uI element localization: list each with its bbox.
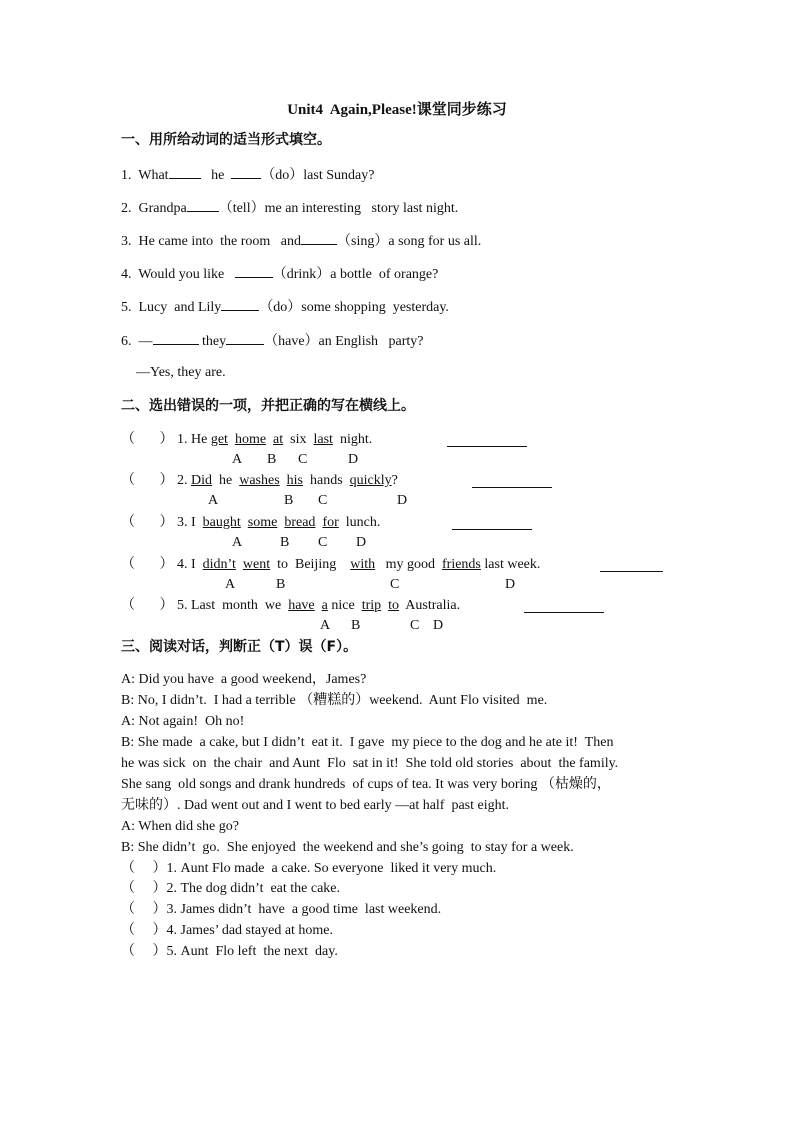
error-item-2	[121, 472, 398, 490]
option-letter: C	[318, 493, 328, 508]
answer-blank[interactable]	[301, 231, 337, 245]
option-letter: D	[433, 618, 444, 633]
dialogue-line: B: She didn’t go. She enjoyed the weekend and she’s going to stay for a week.	[121, 840, 574, 855]
option-letter: A	[232, 452, 243, 467]
tf-statement[interactable]: （ ）5. Aunt Flo left the next day.	[121, 944, 338, 959]
correction-line[interactable]	[452, 528, 532, 530]
fill-item-2: 2. Grandpa （tell）me an interesting story last night.	[121, 198, 458, 218]
fill-item-3: 3. He came into the room and （sing）a song for us all.	[121, 231, 481, 251]
sentence-text	[241, 515, 248, 530]
error-item-3	[121, 514, 380, 532]
item-number: 1.	[173, 432, 191, 447]
correction-line[interactable]	[600, 570, 663, 572]
option-letter: B	[267, 452, 277, 467]
tf-statement[interactable]: （ ）3. James didn’t have a good time last weekend.	[121, 902, 442, 917]
option-letter: B	[351, 618, 361, 633]
section3-heading: 三、阅读对话，判断正（T）误（F）。	[121, 639, 358, 655]
option-letter: C	[390, 577, 400, 592]
underlined-option: last	[313, 432, 333, 447]
error-item-4	[121, 556, 540, 574]
sentence-text: night.	[332, 432, 373, 447]
option-letter: B	[284, 493, 294, 508]
underlined-option: have	[288, 598, 315, 613]
dialogue-line: B: No, I didn’t. I had a terrible （糟糕的）weekend. Aunt Flo visited me.	[121, 693, 548, 708]
option-letter: A	[232, 535, 243, 550]
fill-item-4: 4. Would you like （drink）a bottle of orange?	[121, 264, 438, 284]
error-item-1	[121, 431, 372, 449]
answer-blank[interactable]	[226, 331, 264, 345]
reply-line: —Yes, they are.	[136, 365, 226, 380]
underlined-option: to	[388, 598, 400, 613]
option-letter: C	[298, 452, 308, 467]
dialogue-line: he was sick on the chair and Aunt Flo sat in it! She told old stories about the family.	[121, 756, 619, 771]
correction-line[interactable]	[472, 486, 552, 488]
sentence-text	[266, 432, 273, 447]
option-letter: A	[225, 577, 236, 592]
dialogue-line: She sang old songs and drank hundreds of cups of tea. It was very boring （枯燥的，	[121, 777, 611, 792]
answer-bracket[interactable]: （ ）	[121, 432, 174, 447]
option-letter: B	[280, 535, 290, 550]
answer-blank[interactable]	[153, 331, 199, 345]
underlined-option: went	[242, 557, 271, 572]
correction-line[interactable]	[524, 611, 604, 613]
answer-blank[interactable]	[231, 165, 261, 179]
option-letter: D	[356, 535, 367, 550]
sentence-text: hands	[303, 473, 350, 488]
sentence-text	[280, 473, 287, 488]
answer-bracket[interactable]: （ ）	[121, 515, 174, 530]
underlined-option: for	[322, 515, 339, 530]
answer-blank[interactable]	[187, 198, 219, 212]
option-letter: D	[348, 452, 359, 467]
answer-bracket[interactable]: （ ）	[121, 473, 174, 488]
sentence-text: I	[191, 557, 203, 572]
sentence-text: Australia.	[399, 598, 461, 613]
underlined-option: some	[247, 515, 278, 530]
item-number: 2.	[173, 473, 191, 488]
sentence-text: ?	[391, 473, 398, 488]
option-letter: D	[505, 577, 516, 592]
underlined-option: Did	[191, 473, 212, 488]
section1-heading: 一、用所给动词的适当形式填空。	[121, 132, 331, 148]
page-title: Unit4 Again,Please!课堂同步练习	[287, 102, 507, 118]
error-item-5	[121, 597, 460, 615]
underlined-option: bread	[284, 515, 316, 530]
underlined-option: his	[286, 473, 303, 488]
answer-blank[interactable]	[235, 264, 273, 278]
dialogue-line: A: Did you have a good weekend，James?	[121, 672, 367, 687]
underlined-option: home	[234, 432, 267, 447]
sentence-text: last week.	[480, 557, 541, 572]
sentence-text: I	[191, 515, 203, 530]
correction-line[interactable]	[447, 445, 527, 447]
underlined-option: trip	[361, 598, 382, 613]
sentence-text	[228, 432, 235, 447]
fill-item-5: 5. Lucy and Lily （do）some shopping yesterday.	[121, 297, 449, 317]
dialogue-line: 无味的）. Dad went out and I went to bed early —at half past eight.	[121, 798, 510, 813]
sentence-text	[236, 557, 243, 572]
answer-blank[interactable]	[169, 165, 201, 179]
answer-bracket[interactable]: （ ）	[121, 557, 174, 572]
underlined-option: with	[350, 557, 376, 572]
sentence-text: lunch.	[338, 515, 381, 530]
tf-statement[interactable]: （ ）1. Aunt Flo made a cake. So everyone liked it very much.	[121, 861, 497, 876]
option-letter: A	[208, 493, 219, 508]
item-number: 5.	[173, 598, 191, 613]
sentence-text: nice	[327, 598, 362, 613]
answer-bracket[interactable]: （ ）	[121, 598, 174, 613]
underlined-option: get	[210, 432, 228, 447]
dialogue-line: B: She made a cake, but I didn’t eat it. I gave my piece to the dog and he ate it! Then	[121, 735, 614, 750]
option-letter: B	[276, 577, 286, 592]
underlined-option: quickly	[349, 473, 392, 488]
tf-statement[interactable]: （ ）2. The dog didn’t eat the cake.	[121, 881, 341, 896]
option-letter: D	[397, 493, 408, 508]
sentence-text: six	[283, 432, 314, 447]
option-letter: A	[320, 618, 331, 633]
answer-blank[interactable]	[221, 297, 259, 311]
option-letter: C	[318, 535, 328, 550]
sentence-text: my good	[375, 557, 442, 572]
fill-item-1: 1. What he （do）last Sunday?	[121, 165, 374, 185]
underlined-option: friends	[442, 557, 481, 572]
item-number: 3.	[173, 515, 191, 530]
sentence-text: he	[212, 473, 240, 488]
sentence-text: to Beijing	[270, 557, 351, 572]
item-number: 4.	[173, 557, 191, 572]
underlined-option: baught	[202, 515, 241, 530]
sentence-text: Last month we	[191, 598, 289, 613]
dialogue-line: A: Not again! Oh no!	[121, 714, 245, 729]
option-letter: C	[410, 618, 420, 633]
sentence-text	[315, 598, 322, 613]
underlined-option: at	[273, 432, 284, 447]
underlined-option: didn’t	[202, 557, 236, 572]
underlined-option: a	[321, 598, 328, 613]
sentence-text: He	[191, 432, 211, 447]
dialogue-line: A: When did she go?	[121, 819, 239, 834]
tf-statement[interactable]: （ ）4. James’ dad stayed at home.	[121, 923, 334, 938]
section2-heading: 二、选出错误的一项，并把正确的写在横线上。	[121, 398, 415, 414]
underlined-option: washes	[239, 473, 280, 488]
fill-item-6: 6. — they （have）an English party?	[121, 331, 424, 351]
